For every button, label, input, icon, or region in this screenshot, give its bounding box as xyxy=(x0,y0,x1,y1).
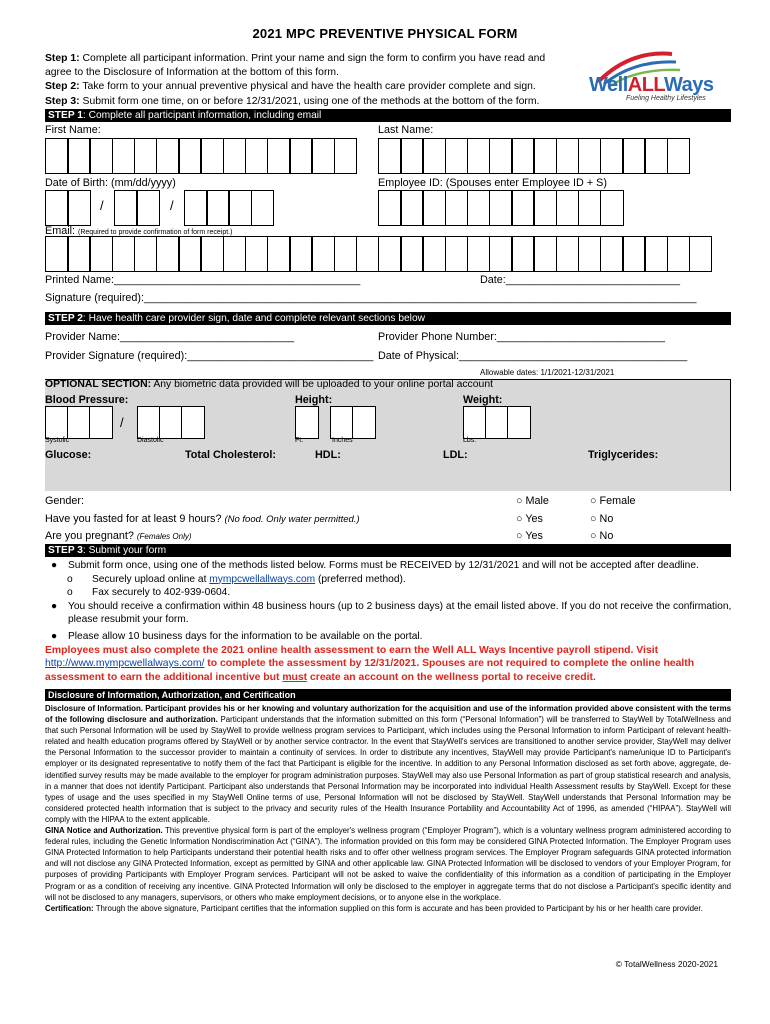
dob-year-boxes[interactable] xyxy=(184,190,273,226)
hdl-label: HDL: xyxy=(315,449,341,461)
dob-label: Date of Birth: (mm/dd/yyyy) xyxy=(45,177,176,189)
lbs-label: Lbs. xyxy=(463,437,477,444)
email-label: Email: (Required to provide confirmation of form receipt.) xyxy=(45,225,233,237)
gender-label: Gender: xyxy=(45,495,85,507)
blood-pressure-label: Blood Pressure: xyxy=(45,394,129,406)
footer-copyright: © TotalWellness 2020-2021 xyxy=(615,959,718,969)
diastolic-boxes[interactable] xyxy=(137,406,204,439)
incentive-notice: Employees must also complete the 2021 online health assessment to earn the Well ALL Ways Incentive payroll stipend. Visit http://www.mympcwellalways.com/ to complete the assessment by 12/31/2021. Spouses are not required to complete the online health assessment to earn the additional incentive but must create an account on the wellness portal to receive credit. xyxy=(45,644,695,683)
pregnant-yes-radio[interactable]: ○ Yes xyxy=(516,530,543,542)
list-item: ● Please allow 10 business days for the information to be available on the portal. xyxy=(51,630,423,642)
list-item: ● Submit form once, using one of the methods listed below. Forms must be RECEIVED by 12/31/2021 and will not be accepted after deadline. xyxy=(51,560,699,571)
dob-day-boxes[interactable] xyxy=(114,190,158,226)
upload-link[interactable]: mympcwellallways.com xyxy=(209,573,316,585)
total-cholesterol-label: Total Cholesterol: xyxy=(185,449,276,461)
weight-label: Weight: xyxy=(463,394,503,406)
printed-name-line[interactable]: Printed Name:_________________________________________ xyxy=(45,274,361,286)
height-inches-boxes[interactable] xyxy=(330,406,374,439)
list-item: o Securely upload online at mympcwellallways.com (preferred method). xyxy=(67,573,406,585)
gender-male-radio[interactable]: ○ Male xyxy=(516,495,549,507)
fasted-question: Have you fasted for at least 9 hours? (No food. Only water permitted.) xyxy=(45,513,360,525)
inches-label: Inches xyxy=(332,437,353,444)
instruction-step-1: Step 1: Complete all participant information. Print your name and sign the form to confirm you have read and agree to the Disclosure of Information at the bottom of this form. xyxy=(45,53,546,79)
disclosure-paragraph: Disclosure of Information. Participant provides his or her knowing and voluntary authorization for the acquisition and use of the information provided above consistent with the terms of the following disclosure and authorization. Participant understands that the information submitted on this form (“Personal Information”) will be transferred to StayWell by TotalWellness and that such Personal Information will be used by StayWell to provide wellness program services to Participant, which includes using the Personal Information to inform Participant of relevant health-related and health education programs offered by StayWell or by another service contractor. In the event that StayWell's services are transitioned to another service provider, StayWell may deliver the Personal Information to the successor provider to maintain a continuity of services. In order to distribute any incentives, StayWell may provide Participant's name/unique ID to Participant's employer or its designated representative to notify them of the fact that Participant is eligible for the incentive. In addition to any Personal Information disclosed as set forth above, aggregate, de-identified survey results may be made available to the employer for program administration purposes. StayWell may also use Personal Information as part of group statistical research and analysis, in a manner that does not identify Participant. Participant also understands that Personal Information may be incorporated into individual Health Assessment results by StayWell. Except for these types of usage and the uses specified in my StayWell Online terms of use, Personal Information will not be disclosed by StayWell. StayWell understands that Personal Information may be considered protected health information that is subject to the privacy and security rules of the Health Insurance Portability and Accountability Act of 1996, as amended (“HIPAA”). StayWell will comply with the HIPAA to the extent applicable. xyxy=(45,704,732,824)
employee-id-label: Employee ID: (Spouses enter Employee ID + S) xyxy=(378,177,607,189)
allowable-dates: Allowable dates: 1/1/2021-12/31/2021 xyxy=(480,368,615,377)
dob-month-boxes[interactable] xyxy=(45,190,89,226)
fasted-yes-radio[interactable]: ○ Yes xyxy=(516,513,543,525)
step2-header: STEP 2: Have health care provider sign, date and complete relevant sections below xyxy=(45,312,731,325)
pregnant-question: Are you pregnant? (Females Only) xyxy=(45,530,192,542)
glucose-label: Glucose: xyxy=(45,449,92,461)
gender-female-radio[interactable]: ○ Female xyxy=(590,495,636,507)
list-item: o Fax securely to 402-939-0604. xyxy=(67,587,231,599)
height-ft-box[interactable] xyxy=(295,406,317,439)
provider-signature-line[interactable]: Provider Signature (required):_______________________________ xyxy=(45,350,374,362)
ft-label: Ft. xyxy=(295,437,304,444)
triglycerides-label: Triglycerides: xyxy=(588,449,659,461)
step1-header: STEP 1: Complete all participant information, including email xyxy=(45,109,731,122)
systolic-label: Systolic xyxy=(45,437,70,444)
provider-phone-line[interactable]: Provider Phone Number:____________________________ xyxy=(378,331,665,343)
weight-boxes[interactable] xyxy=(463,406,530,439)
instruction-step-3: Step 3: Submit form one time, on or before 12/31/2021, using one of the methods at the bottom of the form. xyxy=(45,95,540,107)
diastolic-label: Diastolic xyxy=(137,437,164,444)
dob-slash-2: / xyxy=(170,198,174,213)
email-boxes[interactable] xyxy=(45,236,711,272)
fasted-no-radio[interactable]: ○ No xyxy=(590,513,614,525)
systolic-boxes[interactable] xyxy=(45,406,112,439)
employee-id-boxes[interactable] xyxy=(378,190,622,226)
form-title: 2021 MPC PREVENTIVE PHYSICAL FORM xyxy=(252,26,518,41)
instructions xyxy=(45,52,570,109)
date-line[interactable]: Date:_____________________________ xyxy=(480,274,680,286)
gina-paragraph: GINA Notice and Authorization. This preventive physical form is part of the employer's wellness program (“Employer Program”), which is a voluntary wellness program administered according to federal rules, including the Genetic Information Nondiscrimination Act (“GINA”). The information provided on this form may be considered GINA Protected Information. The Employer Program uses GINA Protected Information to help Participants understand their potential health risks and to offer other wellness program services. The Employer Program safeguards GINA protected information and will not disclose any GINA Protected Information, except as permitted by GINA and other applicable law. GINA Protected Information will be disclosed to vendors of your Employer Program, for purposes of providing Participants with Employer Program services. Participant will not be asked to waive the confidentiality of this information as a condition of participating in the Employer Program or as a condition of receiving any incentive. GINA Protected Information will only be disclosed to the employer in aggregate terms that do not disclose a Participant's specific identity and will not be disclosed to any managers, supervisors, or others who make employment decisions, or to anyone else in the workplace. xyxy=(45,826,731,902)
logo-wordmark: WellALLWays xyxy=(589,74,714,96)
disclosure-header: Disclosure of Information, Authorization, and Certification xyxy=(45,689,731,701)
step3-header: STEP 3: Submit your form xyxy=(45,544,731,557)
signature-line[interactable]: Signature (required):____________________________________________________________________________________________ xyxy=(45,292,697,304)
list-item: ● You should receive a confirmation within 48 business hours (up to 2 business days) at the email listed above. If you do not receive the confirmation, please resubmit your form. xyxy=(51,600,732,626)
instruction-step-2: Step 2: Take form to your annual preventive physical and have the health care provider complete and sign. xyxy=(45,81,536,93)
first-name-boxes[interactable] xyxy=(45,138,356,174)
last-name-label: Last Name: xyxy=(378,124,434,136)
disclosure-text xyxy=(45,703,731,914)
last-name-boxes[interactable] xyxy=(378,138,689,174)
logo-tagline: Fueling Healthy Lifestyles xyxy=(626,95,706,102)
bp-slash: / xyxy=(120,415,124,430)
step3-list xyxy=(45,559,735,684)
provider-name-line[interactable]: Provider Name:_____________________________ xyxy=(45,331,295,343)
certification-paragraph: Certification: Through the above signature, Participant certifies that the information supplied on this form is accurate and has been provided to Participant by his or her health care provider. xyxy=(45,903,703,913)
well-all-ways-logo xyxy=(586,48,716,104)
dob-slash-1: / xyxy=(100,198,104,213)
optional-heading: OPTIONAL SECTION: Any biometric data provided will be uploaded to your online portal account xyxy=(45,379,493,390)
first-name-label: First Name: xyxy=(45,124,101,136)
pregnant-no-radio[interactable]: ○ No xyxy=(590,530,614,542)
date-of-physical-line[interactable]: Date of Physical:______________________________________ xyxy=(378,350,688,362)
ldl-label: LDL: xyxy=(443,449,468,461)
height-label: Height: xyxy=(295,394,333,406)
assessment-link[interactable]: http://www.mympcwellalways.com/ xyxy=(45,658,205,670)
